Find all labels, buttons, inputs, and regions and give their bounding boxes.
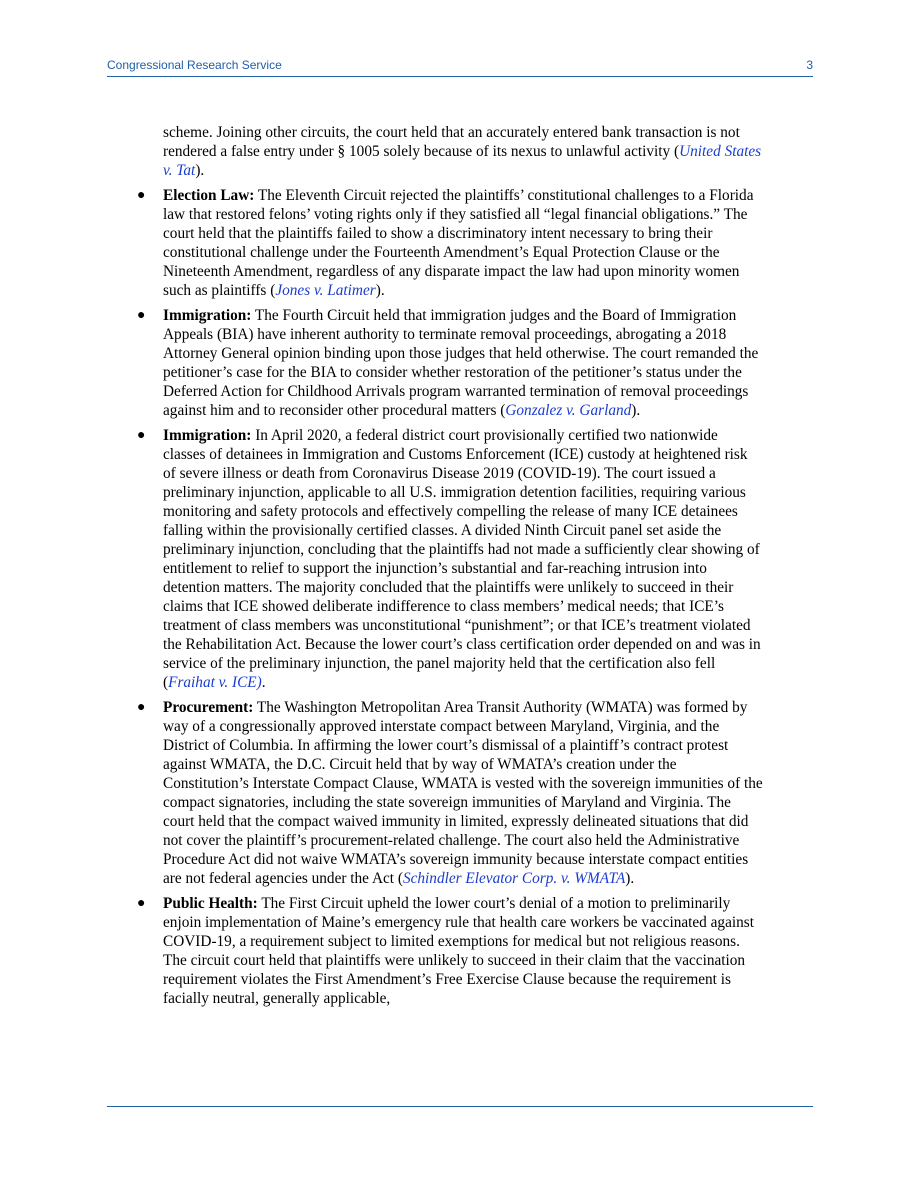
summary-text-end: ). — [625, 870, 635, 887]
topic-heading: Public Health: — [163, 895, 258, 912]
paragraph-text: scheme. Joining other circuits, the court held that an accurately entered bank transaction is not rendered a false entry under § 1005 solely because of its nexus to unlawful activity ( — [163, 124, 740, 160]
publisher-name: Congressional Research Service — [107, 58, 282, 72]
bullet-icon: ● — [137, 188, 146, 203]
summary-text: The Eleventh Circuit rejected the plaintiffs’ constitutional challenges to a Florida law that restored felons’ voting rights only if they satisfied all “legal financial obligations.” The court held that the plaintiffs failed to show a discriminatory intent necessary to bring their constitutional challenge under the Fourteenth Amendment’s Equal Protection Clause or the Nineteenth Amendment, regardless of any disparate impact the law had upon minority women such as plaintiffs ( — [163, 187, 754, 299]
footer-rule — [107, 1106, 813, 1107]
case-summary-list — [137, 186, 763, 1008]
page-header — [107, 58, 813, 77]
page-number: 3 — [806, 58, 813, 72]
topic-heading: Procurement: — [163, 699, 254, 716]
list-item — [137, 186, 763, 300]
case-link[interactable]: Jones v. Latimer — [275, 282, 376, 299]
case-link[interactable]: Gonzalez v. Garland — [505, 402, 632, 419]
list-item — [137, 306, 763, 420]
topic-heading: Election Law: — [163, 187, 255, 204]
summary-text: The Fourth Circuit held that immigration judges and the Board of Immigration Appeals (BIA) have inherent authority to terminate removal proceedings, abrogating a 2018 Attorney General opinion binding upon those judges that held otherwise. The court remanded the petitioner’s case for the BIA to consider whether restoration of the petitioner’s status under the Deferred Action for Childhood Arrivals program warranted termination of removal proceedings against him and to reconsider other procedural matters ( — [163, 307, 759, 419]
summary-text-end: ). — [631, 402, 641, 419]
summary-text-end: ). — [375, 282, 385, 299]
case-link[interactable]: Fraihat v. ICE) — [168, 674, 262, 691]
summary-text-end: . — [261, 674, 266, 691]
topic-heading: Immigration: — [163, 307, 252, 324]
paragraph-text-end: ). — [195, 162, 205, 179]
bullet-icon: ● — [137, 896, 146, 911]
bullet-icon: ● — [137, 308, 146, 323]
continuation-paragraph — [163, 123, 763, 180]
document-body — [137, 123, 763, 1014]
topic-heading: Immigration: — [163, 427, 252, 444]
bullet-icon: ● — [137, 428, 146, 443]
summary-text: The Washington Metropolitan Area Transit Authority (WMATA) was formed by way of a congressionally approved interstate compact between Maryland, Virginia, and the District of Columbia. In affirming the lower court’s dismissal of a plaintiff’s contract protest against WMATA, the D.C. Circuit held that by way of WMATA’s creation under the Constitution’s Interstate Compact Clause, WMATA is vested with the sovereign immunities of the compact signatories, including the state sovereign immunities of Maryland and Virginia. The court held that the compact waived immunity in limited, expressly delineated situations that did not cover the plaintiff’s procurement-related challenge. The court also held the Administrative Procedure Act did not waive WMATA’s sovereign immunity because interstate compact entities are not federal agencies under the Act ( — [163, 699, 763, 887]
case-link[interactable]: Schindler Elevator Corp. v. WMATA — [402, 870, 626, 887]
summary-text: The First Circuit upheld the lower court’s denial of a motion to preliminarily enjoin implementation of Maine’s emergency rule that health care workers be vaccinated against COVID-19, a requirement subject to limited exemptions for medical but not religious reasons. The circuit court held that plaintiffs were unlikely to succeed in their claim that the vaccination requirement violates the First Amendment’s Free Exercise Clause because the requirement is facially neutral, generally applicable, — [163, 895, 754, 1007]
list-item — [137, 894, 763, 1008]
bullet-icon: ● — [137, 700, 146, 715]
summary-text: In April 2020, a federal district court provisionally certified two nationwide classes of detainees in Immigration and Customs Enforcement (ICE) custody at heightened risk of severe illness or death from Coronavirus Disease 2019 (COVID-19). The court issued a preliminary injunction, applicable to all U.S. immigration detention facilities, requiring various monitoring and safety protocols and effectively compelling the release of many ICE detainees falling within the provisionally certified classes. A divided Ninth Circuit panel set aside the preliminary injunction, concluding that the plaintiffs had not made a sufficiently clear showing of entitlement to relief to support the injunction’s substantial and far-reaching intrusion into detention matters. The majority concluded that the plaintiffs were unlikely to succeed in their claims that ICE showed deliberate indifference to class members’ medical needs; that ICE’s treatment of class members was unconstitutional “punishment”; or that ICE’s treatment violated the Rehabilitation Act. Because the lower court’s class certification order depended on and was in service of the preliminary injunction, the panel majority held that the certification also fell ( — [163, 427, 761, 691]
list-item — [137, 698, 763, 888]
case-link[interactable]: United States v. Tat — [163, 143, 762, 179]
list-item — [137, 426, 763, 692]
